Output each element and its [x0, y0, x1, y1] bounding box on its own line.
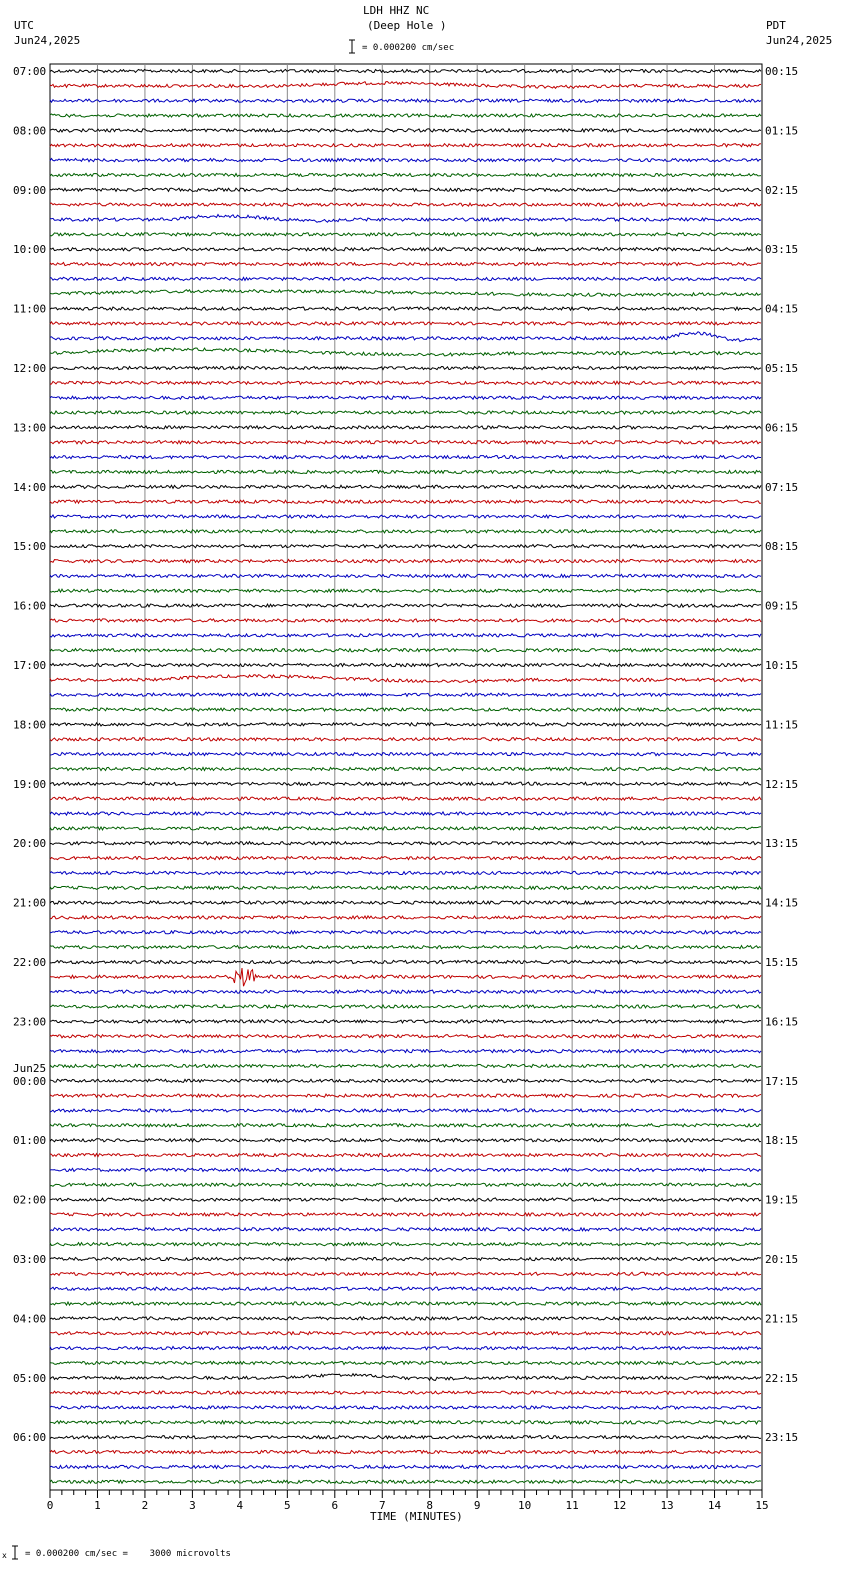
date-change-label: Jun25 — [13, 1061, 47, 1075]
seismic-trace — [50, 1183, 761, 1186]
seismic-trace — [50, 396, 761, 399]
seismic-trace — [50, 381, 761, 384]
seismic-trace — [50, 1109, 761, 1112]
pdt-hour-label: 02:15 — [765, 183, 799, 197]
seismic-trace — [50, 693, 761, 696]
pdt-hour-label: 17:15 — [765, 1074, 799, 1088]
utc-hour-label: 10:00 — [13, 243, 47, 257]
seismic-trace — [50, 1139, 761, 1142]
pdt-hour-label: 01:15 — [765, 124, 799, 138]
seismic-trace — [50, 485, 761, 488]
seismic-trace — [50, 144, 761, 147]
seismic-trace — [50, 1094, 761, 1097]
seismic-trace — [50, 307, 761, 310]
seismic-trace — [50, 663, 761, 666]
x-axis-title: TIME (MINUTES) — [370, 1510, 463, 1523]
x-tick-label: 13 — [660, 1499, 674, 1512]
pdt-hour-label: 07:15 — [765, 480, 799, 494]
seismic-trace — [50, 675, 761, 683]
utc-hour-label: 06:00 — [13, 1431, 47, 1445]
seismic-trace — [50, 1451, 761, 1454]
pdt-hour-label: 00:15 — [765, 65, 799, 78]
seismic-trace — [50, 1406, 761, 1409]
utc-hour-label: 22:00 — [13, 956, 47, 969]
pdt-hour-label: 19:15 — [765, 1193, 799, 1207]
seismic-trace — [50, 1421, 761, 1424]
scale-bar-icon — [349, 40, 355, 53]
x-tick-label: 7 — [378, 1499, 386, 1512]
utc-hour-label: 15:00 — [13, 540, 47, 554]
seismic-trace — [50, 515, 761, 518]
seismic-trace — [50, 767, 761, 770]
seismic-trace — [50, 1005, 761, 1008]
utc-hour-label: 17:00 — [13, 659, 47, 672]
seismic-trace — [50, 441, 761, 444]
x-tick-label: 2 — [141, 1499, 149, 1512]
seismic-trace — [50, 619, 761, 622]
seismic-trace — [50, 411, 761, 414]
seismic-trace — [50, 797, 761, 800]
seismic-trace — [50, 946, 761, 949]
pdt-hour-label: 22:15 — [765, 1371, 799, 1385]
seismic-trace — [50, 812, 761, 815]
seismic-trace — [50, 1361, 761, 1364]
utc-label: UTC — [14, 19, 34, 32]
x-tick-label: 10 — [518, 1499, 532, 1512]
seismic-trace — [50, 1317, 761, 1320]
x-tick-label: 14 — [707, 1499, 722, 1512]
seismic-trace — [50, 1257, 761, 1260]
seismic-trace — [50, 348, 761, 356]
seismic-trace — [50, 931, 761, 934]
seismic-trace — [50, 82, 761, 89]
seismic-trace — [50, 129, 761, 132]
pdt-hour-label: 15:15 — [765, 956, 799, 969]
seismic-trace — [50, 69, 761, 72]
seismic-trace — [50, 1020, 761, 1023]
pdt-label: PDT — [766, 19, 786, 32]
utc-hour-label: 09:00 — [13, 183, 47, 197]
seismic-trace — [50, 426, 761, 429]
pdt-hour-label: 23:15 — [765, 1431, 799, 1445]
footer-prefix: x — [2, 1551, 7, 1560]
seismic-trace — [50, 857, 761, 860]
utc-hour-label: 16:00 — [13, 599, 47, 613]
site-subtitle: (Deep Hole ) — [367, 19, 447, 32]
x-tick-label: 4 — [236, 1499, 244, 1512]
seismic-trace — [50, 456, 761, 459]
utc-hour-label: 18:00 — [13, 718, 47, 732]
seismic-trace — [50, 322, 761, 325]
seismic-trace — [50, 1198, 761, 1201]
seismic-trace — [50, 827, 761, 830]
seismic-trace — [50, 233, 761, 236]
seismic-trace — [50, 530, 761, 533]
seismic-trace — [50, 188, 761, 191]
seismic-trace — [50, 990, 761, 993]
seismic-trace — [50, 842, 761, 845]
seismic-trace — [50, 1064, 761, 1067]
seismic-trace — [50, 215, 761, 223]
utc-hour-label: 07:00 — [13, 65, 47, 78]
seismic-trace — [50, 1436, 761, 1439]
seismic-trace — [50, 1347, 761, 1350]
x-tick-label: 8 — [426, 1499, 434, 1512]
seismic-trace — [50, 500, 761, 503]
seismic-trace — [50, 1465, 761, 1468]
pdt-hour-label: 05:15 — [765, 362, 799, 375]
footer-scale-text: = 0.000200 cm/sec = 3000 microvolts — [25, 1549, 231, 1559]
x-tick-label: 15 — [755, 1499, 769, 1512]
seismic-trace — [50, 173, 761, 176]
seismic-trace — [50, 738, 761, 741]
seismic-trace — [50, 901, 761, 904]
utc-hour-label: 12:00 — [13, 362, 47, 375]
seismic-trace — [50, 248, 761, 251]
pdt-hour-label: 04:15 — [765, 302, 799, 316]
utc-hour-label: 23:00 — [13, 1015, 47, 1029]
seismic-trace — [50, 1213, 761, 1216]
seismic-trace — [50, 1050, 761, 1053]
seismic-trace — [50, 649, 761, 652]
utc-hour-label: 02:00 — [13, 1193, 47, 1207]
pdt-hour-label: 14:15 — [765, 896, 799, 910]
pdt-hour-label: 06:15 — [765, 421, 799, 435]
seismic-trace — [50, 753, 761, 756]
utc-hour-label: 05:00 — [13, 1371, 47, 1385]
seismic-trace — [50, 1480, 761, 1483]
seismic-trace — [50, 916, 761, 919]
utc-hour-label: 03:00 — [13, 1253, 47, 1266]
seismic-trace — [50, 545, 761, 548]
x-tick-label: 3 — [189, 1499, 196, 1512]
utc-hour-label: 01:00 — [13, 1134, 47, 1148]
seismic-trace — [50, 332, 761, 342]
seismic-trace — [50, 1154, 761, 1157]
seismic-trace — [50, 1332, 761, 1335]
seismic-trace — [50, 470, 761, 473]
pdt-hour-label: 16:15 — [765, 1015, 799, 1029]
x-tick-label: 5 — [284, 1499, 291, 1512]
utc-hour-label: 14:00 — [13, 480, 47, 494]
seismic-trace — [50, 1287, 761, 1290]
seismic-trace — [50, 968, 761, 986]
pdt-hour-label: 18:15 — [765, 1134, 799, 1148]
utc-date: Jun24,2025 — [14, 34, 81, 47]
pdt-hour-label: 13:15 — [765, 837, 799, 851]
seismic-trace — [50, 960, 761, 963]
seismic-trace — [50, 1124, 761, 1127]
seismic-trace — [50, 290, 761, 297]
seismic-trace — [50, 263, 761, 266]
station-title: LDH HHZ NC — [363, 4, 430, 17]
seismic-trace — [50, 1302, 761, 1305]
utc-hour-label: 13:00 — [13, 421, 47, 435]
seismic-trace — [50, 634, 761, 637]
seismic-trace — [50, 99, 761, 102]
seismic-trace — [50, 723, 761, 726]
seismic-trace — [50, 1272, 761, 1275]
x-tick-label: 11 — [565, 1499, 579, 1512]
seismic-trace — [50, 589, 761, 592]
utc-hour-label: 08:00 — [13, 124, 47, 138]
pdt-hour-label: 21:15 — [765, 1312, 799, 1326]
seismic-trace — [50, 782, 761, 785]
seismic-trace — [50, 871, 761, 874]
seismic-trace — [50, 886, 761, 889]
seismic-trace — [50, 708, 761, 711]
seismic-trace — [50, 1228, 761, 1231]
utc-hour-label: 11:00 — [13, 302, 47, 316]
utc-hour-label: 04:00 — [13, 1312, 47, 1326]
seismic-trace — [50, 1035, 761, 1038]
seismic-trace — [50, 1079, 761, 1082]
footer-scale-bar-icon — [12, 1546, 18, 1559]
pdt-hour-label: 10:15 — [765, 659, 799, 672]
pdt-date: Jun24,2025 — [766, 34, 833, 47]
seismic-trace — [50, 574, 761, 577]
x-tick-label: 6 — [331, 1499, 339, 1512]
utc-hour-label: 20:00 — [13, 837, 47, 851]
seismic-trace — [50, 1391, 761, 1394]
pdt-hour-label: 20:15 — [765, 1253, 799, 1266]
seismic-trace — [50, 1374, 761, 1381]
pdt-hour-label: 11:15 — [765, 718, 799, 732]
utc-hour-label: 21:00 — [13, 896, 47, 910]
seismic-trace — [50, 366, 761, 369]
seismic-trace — [50, 277, 761, 280]
x-tick-label: 9 — [473, 1499, 481, 1512]
pdt-hour-label: 08:15 — [765, 540, 799, 554]
seismic-trace — [50, 604, 761, 607]
pdt-hour-label: 09:15 — [765, 599, 799, 613]
utc-hour-label: 19:00 — [13, 777, 47, 791]
x-tick-label: 12 — [612, 1499, 627, 1512]
seismic-trace — [50, 114, 761, 117]
seismic-trace — [50, 159, 761, 162]
seismic-trace — [50, 1243, 761, 1246]
utc-hour-label: 00:00 — [13, 1074, 47, 1088]
pdt-hour-label: 03:15 — [765, 243, 799, 257]
scale-text: = 0.000200 cm/sec — [362, 43, 455, 53]
seismic-trace — [50, 560, 761, 563]
x-tick-label: 1 — [94, 1499, 101, 1512]
x-tick-label: 0 — [46, 1499, 54, 1512]
seismic-trace — [50, 1168, 761, 1171]
seismic-trace — [50, 203, 761, 206]
pdt-hour-label: 12:15 — [765, 777, 799, 791]
